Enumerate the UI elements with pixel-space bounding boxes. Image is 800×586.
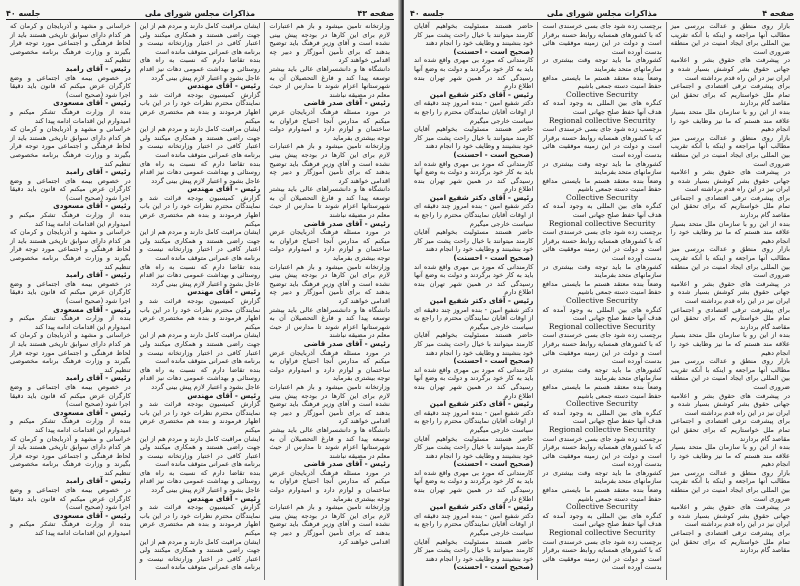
paragraph: وضعاً بنده معتقد هستم ما بایستی مدافع حفظ امنیت دسته جمعی باشیم <box>542 73 662 91</box>
paragraph: کنگره های بین المللی به وجود آمده که هدف آنها حفظ صلح جهانی است <box>542 202 662 220</box>
paragraph: در مورد مسئله فرهنگ آذربایجان عرض میکنم که مدارس آنجا احتیاج فراوان به ساختمان و لوازم دارد و امیدوارم دولت توجه بیشتری بفرماید <box>269 348 390 383</box>
speaker-heading: رئیس - آقای دکتر شفیع امین <box>429 89 534 99</box>
paragraph: دانشگاه ها و دانشسراهای عالی باید بیشتر توسعه پیدا کند و فارغ التحصیلان آن به شهرستانها اعزام شوند تا مدارس از حیث معلم در مضیقه نباشند <box>269 425 390 460</box>
paragraph: کارمندانی که مورد بی مهری واقع شده اند باید به کار خود برگردند و دولت به وضع آنها رسیدگی کند در همین شهر تهران بنده اطلاع دارم <box>414 159 534 194</box>
paragraph: در خصوص بیمه های اجتماعی و وضع کارگران عرض میکنم که قانون باید دقیقا اجرا شود (صحیح است) <box>9 176 131 202</box>
speaker-heading: (صحیح است - احسنت) <box>453 459 534 469</box>
paragraph: وزارتخانه تامین میشود و باز هم اعتبارات لازم برای این کارها در بودجه پیش بینی نشده است و آقای وزیر فرهنگ باید توضیح بدهند که برای تأمین آموزگار و دبیر چه اقدامی خواهند کرد <box>269 22 390 65</box>
speaker-heading: رئیس - آقای مهندس <box>187 287 261 297</box>
speaker-heading: رئیس - آقای صدر قاضی <box>303 338 390 348</box>
paragraph: برای پیشرفت ترقی اقتصادی و اجتماعی تمام ملل خواستاریم که برای تحقق این مقاصد گام بردارند <box>670 529 790 555</box>
paragraph: بنده تقاضا دارم که نسبت به راه های روستائی و بهداشت عمومی دهات نیز اقدام عاجل بشود و اعتبار لازم پیش بینی گردد <box>139 56 261 82</box>
paragraph: بنده از این رو با سازمان ملل متحد بسیار علاقه مند هستم که ما نیز وظایف خود را انجام دهیم <box>670 331 790 357</box>
paragraph: برچسب زده شود جای بسی خرسندی است که با کشورهای همسایه روابط حسنه برقرار است و دولت در این زمینه موفقیت هائی بدست آورده است <box>542 434 662 469</box>
speaker-heading: رئیس - آقای رامبد <box>65 167 131 177</box>
text-column <box>264 22 394 580</box>
speaker-heading: (صحیح است - احسنت) <box>453 253 534 263</box>
speaker-heading: رئیس - آقای صدر قاضی <box>303 218 390 228</box>
speaker-heading: رئیس - آقای مهندس <box>187 493 261 503</box>
paragraph: کشورهای ما باید توجه وقت بیشتری در سازمانهای متحد بفرمایند <box>542 262 662 280</box>
paragraph: در پیشرفت های حقوق بشر و اعلامیه جهانی حقوق بشر کوشش بسیار شده و ایران نیز در این راه قدم برداشته است <box>670 56 790 82</box>
paragraph: بنده تقاضا دارم که نسبت به راه های روستائی و بهداشت عمومی دهات نیز اقدام عاجل بشود و اعتبار لازم پیش بینی گردد <box>139 468 261 495</box>
paragraph: دانشگاه ها و دانشسراهای عالی باید بیشتر توسعه پیدا کند و فارغ التحصیلان آن به شهرستانها اعزام شوند تا مدارس از حیث معلم در مضیقه نباشند <box>269 64 390 99</box>
speaker-heading: رئیس - آقای مهندس <box>187 184 261 194</box>
paragraph: برای پیشرفت ترقی اقتصادی و اجتماعی تمام ملل خواستاریم که برای تحقق این مقاصد گام بردارند <box>670 82 790 108</box>
paragraph: برچسب زده شود جای بسی خرسندی است که با کشورهای همسایه روابط حسنه برقرار است و دولت در این زمینه موفقیت هائی بدست آورده است <box>542 537 662 572</box>
latin-term: Collective Security <box>566 296 639 305</box>
paragraph: خراسانی و مشهد و آذربایجان و کرمان که هر کدام دارای سوابق تاریخی هستند باید از لحاظ فرهنگی و اجتماعی مورد توجه قرار بگیرند و وزارت فرهنگ برنامه مخصوصی تنظیم کند <box>9 22 131 65</box>
paragraph: بنده از وزارت فرهنگ تشکر میکنم و امیدوارم این اقدامات ادامه پیدا کند <box>9 417 131 434</box>
paragraph: گزارش کمیسیون بودجه قرائت شد و نمایندگان محترم نظرات خود را در این باب اظهار فرمودند و بنده هم مختصری عرض میکنم <box>139 90 261 125</box>
paragraph: در پیشرفت های حقوق بشر و اعلامیه جهانی حقوق بشر کوشش بسیار شده و ایران نیز در این راه قدم برداشته است <box>670 168 790 194</box>
session-number: جلسه ۴۰ <box>410 9 445 18</box>
paragraph: دانشگاه ها و دانشسراهای عالی باید بیشتر توسعه پیدا کند و فارغ التحصیلان آن به شهرستانها اعزام شوند تا مدارس از حیث معلم در مضیقه نباشند <box>269 185 390 220</box>
paragraph: گزارش کمیسیون بودجه قرائت شد و نمایندگان محترم نظرات خود را در این باب اظهار فرمودند و بنده هم مختصری عرض میکنم <box>139 400 261 434</box>
paragraph: وزارتخانه تامین میشود و باز هم اعتبارات لازم برای این کارها در بودجه پیش بینی نشده است و آقای وزیر فرهنگ باید توضیح بدهند که برای تأمین آموزگار و دبیر چه اقدامی خواهند کرد <box>269 382 390 426</box>
paragraph: ایشان مراقبت کامل دارند و مردم هم از این جهت راضی هستند و همکاری میکنند ولی اعتبار کافی در اختیار وزارتخانه نیست و برنامه های عمرانی متوقف مانده است <box>139 537 261 572</box>
publication-title: مذاکرات مجلس شورای ملی <box>144 9 256 18</box>
speaker-heading: رئیس - آقای رامبد <box>65 63 131 73</box>
paragraph: دکتر شفیع امین - بنده امروز چند دقیقه ای از اوقات آقایان نمایندگان محترم را راجع به سیاست خارجی میگیرم <box>414 99 534 125</box>
speaker-heading: رئیس - آقای صدر قاضی <box>303 459 390 469</box>
paragraph: در خصوص بیمه های اجتماعی و وضع کارگران عرض میکنم که قانون باید دقیقا اجرا شود (صحیح است) <box>9 486 131 512</box>
paragraph: دکتر شفیع امین - بنده امروز چند دقیقه ای از اوقات آقایان نمایندگان محترم را راجع به سیاست خارجی میگیرم <box>414 305 534 331</box>
speaker-heading: رئیس - آقای صدر قاضی <box>303 98 390 108</box>
paragraph: در پیشرفت های حقوق بشر و اعلامیه جهانی حقوق بشر کوشش بسیار شده و ایران نیز در این راه قدم برداشته است <box>670 391 790 417</box>
paragraph: وزارتخانه تامین میشود و باز هم اعتبارات لازم برای این کارها در بودجه پیش بینی نشده است و آقای وزیر فرهنگ باید توضیح بدهند که برای تأمین آموزگار و دبیر چه اقدامی خواهند کرد <box>269 262 390 305</box>
speaker-heading: رئیس - آقای مسعودی <box>53 98 131 108</box>
session-number: جلسه ۴۰ <box>6 9 41 18</box>
page-number: صفحه ۴۳ <box>357 9 394 18</box>
paragraph: گزارش کمیسیون بودجه قرائت شد و نمایندگان محترم نظرات خود را در این باب اظهار فرمودند و بنده هم مختصری عرض میکنم <box>139 503 261 538</box>
speaker-heading: رئیس - آقای مهندس <box>187 81 261 91</box>
latin-term: Regional collective Security <box>548 115 656 125</box>
paragraph: در خصوص بیمه های اجتماعی و وضع کارگران عرض میکنم که قانون باید دقیقا اجرا شود (صحیح است) <box>9 73 131 99</box>
paragraph: بنده تقاضا دارم که نسبت به راه های روستائی و بهداشت عمومی دهات نیز اقدام عاجل بشود و اعتبار لازم پیش بینی گردد <box>139 262 261 288</box>
paragraph: دکتر شفیع امین - بنده امروز چند دقیقه ای از اوقات آقایان نمایندگان محترم را راجع به سیاست خارجی میگیرم <box>414 511 534 538</box>
paragraph: در مورد مسئله فرهنگ آذربایجان عرض میکنم که مدارس آنجا احتیاج فراوان به ساختمان و لوازم دارد و امیدوارم دولت توجه بیشتری بفرماید <box>269 107 390 142</box>
paragraph: بنده از وزارت فرهنگ تشکر میکنم و امیدوارم این اقدامات ادامه پیدا کند <box>9 314 131 331</box>
paragraph: خراسانی و مشهد و آذربایجان و کرمان که هر کدام دارای سوابق تاریخی هستند باید از لحاظ فرهنگی و اجتماعی مورد توجه قرار بگیرند و وزارت فرهنگ برنامه مخصوصی تنظیم کند <box>9 228 131 271</box>
speaker-heading: (صحیح است - احسنت) <box>453 562 534 572</box>
paragraph: وضعاً بنده معتقد هستم ما بایستی مدافع حفظ امنیت دسته جمعی باشیم <box>542 176 662 194</box>
paragraph: ایشان مراقبت کامل دارند و مردم هم از این جهت راضی هستند و همکاری میکنند ولی اعتبار کافی در اختیار وزارتخانه نیست و برنامه های عمرانی متوقف مانده است <box>139 125 261 159</box>
paragraph: بنده از وزارت فرهنگ تشکر میکنم و امیدوارم این اقدامات ادامه پیدا کند <box>9 211 131 228</box>
paragraph: حاضر هستند مسئولیت بخواهیم آقایان کارمند میتوانند با خیال راحت پشت میز کار خود بنشینند و وظایف خود را انجام دهند <box>414 228 534 254</box>
speaker-heading: (صحیح است - احسنت) <box>453 356 534 366</box>
speaker-heading: رئیس - آقای مهندس <box>187 390 261 400</box>
paragraph: حاضر هستند مسئولیت بخواهیم آقایان کارمند میتوانند با خیال راحت پشت میز کار خود بنشینند و وظایف خود را انجام دهند <box>414 434 534 460</box>
paragraph: کارمندانی که مورد بی مهری واقع شده اند باید به کار خود برگردند و دولت به وضع آنها رسیدگی کند در همین شهر تهران بنده اطلاع دارم <box>414 468 534 503</box>
text-columns <box>410 22 794 580</box>
paragraph: ایشان مراقبت کامل دارند و مردم هم از این جهت راضی هستند و همکاری میکنند ولی اعتبار کافی در اختیار وزارتخانه نیست و برنامه های عمرانی متوقف مانده است <box>139 228 261 263</box>
paragraph: در مورد مسئله فرهنگ آذربایجان عرض میکنم که مدارس آنجا احتیاج فراوان به ساختمان و لوازم دارد و امیدوارم دولت توجه بیشتری بفرماید <box>269 228 390 263</box>
paragraph: در خصوص بیمه های اجتماعی و وضع کارگران عرض میکنم که قانون باید دقیقا اجرا شود (صحیح است) <box>9 382 131 409</box>
text-column <box>135 22 265 580</box>
paragraph: حاضر هستند مسئولیت بخواهیم آقایان کارمند میتوانند با خیال راحت پشت میز کار خود بنشینند و وظایف خود را انجام دهند <box>414 331 534 357</box>
paragraph: بنده از این رو با سازمان ملل متحد بسیار علاقه مند هستم که ما نیز وظایف خود را انجام دهیم <box>670 219 790 245</box>
paragraph: وضعاً بنده معتقد هستم ما بایستی مدافع حفظ امنیت دسته جمعی باشیم <box>542 486 662 503</box>
paragraph: بنده تقاضا دارم که نسبت به راه های روستائی و بهداشت عمومی دهات نیز اقدام عاجل بشود و اعتبار لازم پیش بینی گردد <box>139 159 261 185</box>
paragraph: برچسب زده شود جای بسی خرسندی است که با کشورهای همسایه روابط حسنه برقرار است و دولت در این زمینه موفقیت هائی بدست آورده است <box>542 228 662 263</box>
paragraph: کنگره های بین المللی به وجود آمده که هدف آنها حفظ صلح جهانی است <box>542 511 662 529</box>
speaker-heading: رئیس - آقای دکتر شفیع امین <box>429 502 534 512</box>
paragraph: حاضر هستند مسئولیت بخواهیم آقایان کارمند میتوانند با خیال راحت پشت میز کار خود بنشینند و وظایف خود را انجام دهند <box>414 125 534 151</box>
paragraph: کنگره های بین المللی به وجود آمده که هدف آنها حفظ صلح جهانی است <box>542 99 662 116</box>
publication-title: مذاکرات مجلس شورای ملی <box>546 9 658 18</box>
paragraph: بازار روی منطق و عدالت بررسی میز مطالب آنها مراجعه و اینکه با آنکه تقریب بین المللی برای ایجاد امنیت در این منطقه ضروری است <box>670 468 790 503</box>
page-number: صفحه ۴ <box>762 9 794 18</box>
paragraph: بازار روی منطق و عدالت بررسی میز مطالب آنها مراجعه و اینکه با آنکه تقریب بین المللی برای ایجاد امنیت در این منطقه ضروری است <box>670 22 790 56</box>
latin-term: Regional collective Security <box>548 321 656 331</box>
paragraph: برچسب زده شود جای بسی خرسندی است که با کشورهای همسایه روابط حسنه برقرار است و دولت در این زمینه موفقیت هائی بدست آورده است <box>542 125 662 159</box>
paragraph: در پیشرفت های حقوق بشر و اعلامیه جهانی حقوق بشر کوشش بسیار شده و ایران نیز در این راه قدم برداشته است <box>670 503 790 529</box>
paragraph: بنده از وزارت فرهنگ تشکر میکنم و امیدوارم این اقدامات ادامه پیدا کند <box>9 107 131 125</box>
paragraph: در مورد مسئله فرهنگ آذربایجان عرض میکنم که مدارس آنجا احتیاج فراوان به ساختمان و لوازم دارد و امیدوارم دولت توجه بیشتری بفرماید <box>269 468 390 503</box>
text-column <box>6 22 135 580</box>
paragraph: گزارش کمیسیون بودجه قرائت شد و نمایندگان محترم نظرات خود را در این باب اظهار فرمودند و بنده هم مختصری عرض میکنم <box>139 193 261 228</box>
paragraph: کارمندانی که مورد بی مهری واقع شده اند باید به کار خود برگردند و دولت به وضع آنها رسیدگی کند در همین شهر تهران بنده اطلاع دارم <box>414 262 534 297</box>
latin-term: Regional collective Security <box>548 218 656 228</box>
paragraph: ایشان مراقبت کامل دارند و مردم هم از این جهت راضی هستند و همکاری میکنند ولی اعتبار کافی در اختیار وزارتخانه نیست و برنامه های عمرانی متوقف مانده است <box>139 331 261 366</box>
paragraph: وزارتخانه تامین میشود و باز هم اعتبارات لازم برای این کارها در بودجه پیش بینی نشده است و آقای وزیر فرهنگ باید توضیح بدهند که برای تأمین آموزگار و دبیر چه اقدامی خواهند کرد <box>269 142 390 185</box>
paragraph: دکتر شفیع امین - بنده امروز چند دقیقه ای از اوقات آقایان نمایندگان محترم را راجع به سیاست خارجی میگیرم <box>414 408 534 434</box>
paragraph: کنگره های بین المللی به وجود آمده که هدف آنها حفظ صلح جهانی است <box>542 408 662 426</box>
paragraph: برای پیشرفت ترقی اقتصادی و اجتماعی تمام ملل خواستاریم که برای تحقق این مقاصد گام بردارند <box>670 417 790 443</box>
speaker-heading: (صحیح است - احسنت) <box>453 46 534 56</box>
latin-term: Regional collective Security <box>548 424 656 434</box>
speaker-heading: (صحیح است - احسنت) <box>453 149 534 159</box>
paragraph: کشورهای ما باید توجه وقت بیشتری در سازمانهای متحد بفرمایند <box>542 56 662 73</box>
speaker-heading: رئیس - آقای دکتر شفیع امین <box>429 399 534 409</box>
speaker-heading: رئیس - آقای مسعودی <box>53 201 131 211</box>
paragraph: خراسانی و مشهد و آذربایجان و کرمان که هر کدام دارای سوابق تاریخی هستند باید از لحاظ فرهنگی و اجتماعی مورد توجه قرار بگیرند و وزارت فرهنگ برنامه مخصوصی تنظیم کند <box>9 434 131 477</box>
paragraph: خراسانی و مشهد و آذربایجان و کرمان که هر کدام دارای سوابق تاریخی هستند باید از لحاظ فرهنگی و اجتماعی مورد توجه قرار بگیرند و وزارت فرهنگ برنامه مخصوصی تنظیم کند <box>9 331 131 374</box>
speaker-heading: رئیس - آقای رامبد <box>65 476 131 486</box>
paragraph: وزارتخانه تامین میشود و باز هم اعتبارات لازم برای این کارها در بودجه پیش بینی نشده است و آقای وزیر فرهنگ باید توضیح بدهند که برای تأمین آموزگار و دبیر چه اقدامی خواهند کرد <box>269 503 390 546</box>
paragraph: بازار روی منطق و عدالت بررسی میز مطالب آنها مراجعه و اینکه با آنکه تقریب بین المللی برای ایجاد امنیت در این منطقه ضروری است <box>670 245 790 280</box>
speaker-heading: رئیس - آقای مسعودی <box>53 304 131 314</box>
paragraph: بنده از این رو با سازمان ملل متحد بسیار علاقه مند هستم که ما نیز وظایف خود را انجام دهیم <box>670 443 790 469</box>
paragraph: کشورهای ما باید توجه وقت بیشتری در سازمانهای متحد بفرمایند <box>542 365 662 383</box>
page-header <box>6 4 394 20</box>
text-column <box>410 22 537 580</box>
paragraph: حاضر هستند مسئولیت بخواهیم آقایان کارمند میتوانند با خیال راحت پشت میز کار خود بنشینند و وظایف خود را انجام دهند <box>414 22 534 48</box>
paragraph: بازار روی منطق و عدالت بررسی میز مطالب آنها مراجعه و اینکه با آنکه تقریب بین المللی برای ایجاد امنیت در این منطقه ضروری است <box>670 133 790 168</box>
paragraph: کشورهای ما باید توجه وقت بیشتری در سازمانهای متحد بفرمایند <box>542 468 662 486</box>
paragraph: ایشان مراقبت کامل دارند و مردم هم از این جهت راضی هستند و همکاری میکنند ولی اعتبار کافی در اختیار وزارتخانه نیست و برنامه های عمرانی متوقف مانده است <box>139 434 261 469</box>
paragraph: کارمندانی که مورد بی مهری واقع شده اند باید به کار خود برگردند و دولت به وضع آنها رسیدگی کند در همین شهر تهران بنده اطلاع دارم <box>414 56 534 91</box>
text-column <box>537 22 665 580</box>
paragraph: بنده از این رو با سازمان ملل متحد بسیار علاقه مند هستم که ما نیز وظایف خود را انجام دهیم <box>670 107 790 134</box>
paragraph: دکتر شفیع امین - بنده امروز چند دقیقه ای از اوقات آقایان نمایندگان محترم را راجع به سیاست خارجی میگیرم <box>414 202 534 228</box>
paragraph: برای پیشرفت ترقی اقتصادی و اجتماعی تمام ملل خواستاریم که برای تحقق این مقاصد گام بردارند <box>670 305 790 331</box>
latin-term: Regional collective Security <box>548 528 656 538</box>
speaker-heading: رئیس - آقای رامبد <box>65 373 131 383</box>
paragraph: ایشان مراقبت کامل دارند و مردم هم از این جهت راضی هستند و همکاری میکنند ولی اعتبار کافی در اختیار وزارتخانه نیست و برنامه های عمرانی متوقف مانده است <box>139 22 261 56</box>
page-header <box>410 4 794 20</box>
speaker-heading: رئیس - آقای دکتر شفیع امین <box>429 296 534 305</box>
paragraph: گزارش کمیسیون بودجه قرائت شد و نمایندگان محترم نظرات خود را در این باب اظهار فرمودند و بنده هم مختصری عرض میکنم <box>139 297 261 331</box>
paragraph: بنده تقاضا دارم که نسبت به راه های روستائی و بهداشت عمومی دهات نیز اقدام عاجل بشود و اعتبار لازم پیش بینی گردد <box>139 365 261 391</box>
paragraph: کارمندانی که مورد بی مهری واقع شده اند باید به کار خود برگردند و دولت به وضع آنها رسیدگی کند در همین شهر تهران بنده اطلاع دارم <box>414 365 534 400</box>
right-page <box>404 0 800 586</box>
paragraph: وضعاً بنده معتقد هستم ما بایستی مدافع حفظ امنیت دسته جمعی باشیم <box>542 279 662 297</box>
latin-term: Collective Security <box>566 89 639 99</box>
paragraph: برچسب زده شود جای بسی خرسندی است که با کشورهای همسایه روابط حسنه برقرار است و دولت در این زمینه موفقیت هائی بدست آورده است <box>542 331 662 366</box>
paragraph: وضعاً بنده معتقد هستم ما بایستی مدافع حفظ امنیت دسته جمعی باشیم <box>542 382 662 400</box>
paragraph: کنگره های بین المللی به وجود آمده که هدف آنها حفظ صلح جهانی است <box>542 305 662 323</box>
paragraph: دانشگاه ها و دانشسراهای عالی باید بیشتر توسعه پیدا کند و فارغ التحصیلان آن به شهرستانها اعزام شوند تا مدارس از حیث معلم در مضیقه نباشند <box>269 305 390 340</box>
text-columns <box>6 22 394 580</box>
speaker-heading: رئیس - آقای رامبد <box>65 270 131 280</box>
paragraph: خراسانی و مشهد و آذربایجان و کرمان که هر کدام دارای سوابق تاریخی هستند باید از لحاظ فرهنگی و اجتماعی مورد توجه قرار بگیرند و وزارت فرهنگ برنامه مخصوصی تنظیم کند <box>9 125 131 168</box>
paragraph: در خصوص بیمه های اجتماعی و وضع کارگران عرض میکنم که قانون باید دقیقا اجرا شود (صحیح است) <box>9 279 131 305</box>
speaker-heading: رئیس - آقای مسعودی <box>53 407 131 417</box>
paragraph: در پیشرفت های حقوق بشر و اعلامیه جهانی حقوق بشر کوشش بسیار شده و ایران نیز در این راه قدم برداشته است <box>670 279 790 305</box>
latin-term: Collective Security <box>566 399 639 409</box>
paragraph: برچسب زده شود جای بسی خرسندی است که با کشورهای همسایه روابط حسنه برقرار است و دولت در این زمینه موفقیت هائی بدست آورده است <box>542 22 662 56</box>
latin-term: Collective Security <box>566 192 639 202</box>
speaker-heading: رئیس - آقای دکتر شفیع امین <box>429 192 534 202</box>
paragraph: برای پیشرفت ترقی اقتصادی و اجتماعی تمام ملل خواستاریم که برای تحقق این مقاصد گام بردارند <box>670 193 790 220</box>
text-column <box>666 22 794 580</box>
speaker-heading: رئیس - آقای مسعودی <box>53 510 131 520</box>
latin-term: Collective Security <box>566 502 639 512</box>
paragraph: کشورهای ما باید توجه وقت بیشتری در سازمانهای متحد بفرمایند <box>542 159 662 177</box>
paragraph: بازار روی منطق و عدالت بررسی میز مطالب آنها مراجعه و اینکه با آنکه تقریب بین المللی برای ایجاد امنیت در این منطقه ضروری است <box>670 357 790 391</box>
paragraph: حاضر هستند مسئولیت بخواهیم آقایان کارمند میتوانند با خیال راحت پشت میز کار خود بنشینند و وظایف خود را انجام دهند <box>414 537 534 563</box>
paragraph: بنده از وزارت فرهنگ تشکر میکنم و امیدوارم این اقدامات ادامه پیدا کند <box>9 520 131 538</box>
